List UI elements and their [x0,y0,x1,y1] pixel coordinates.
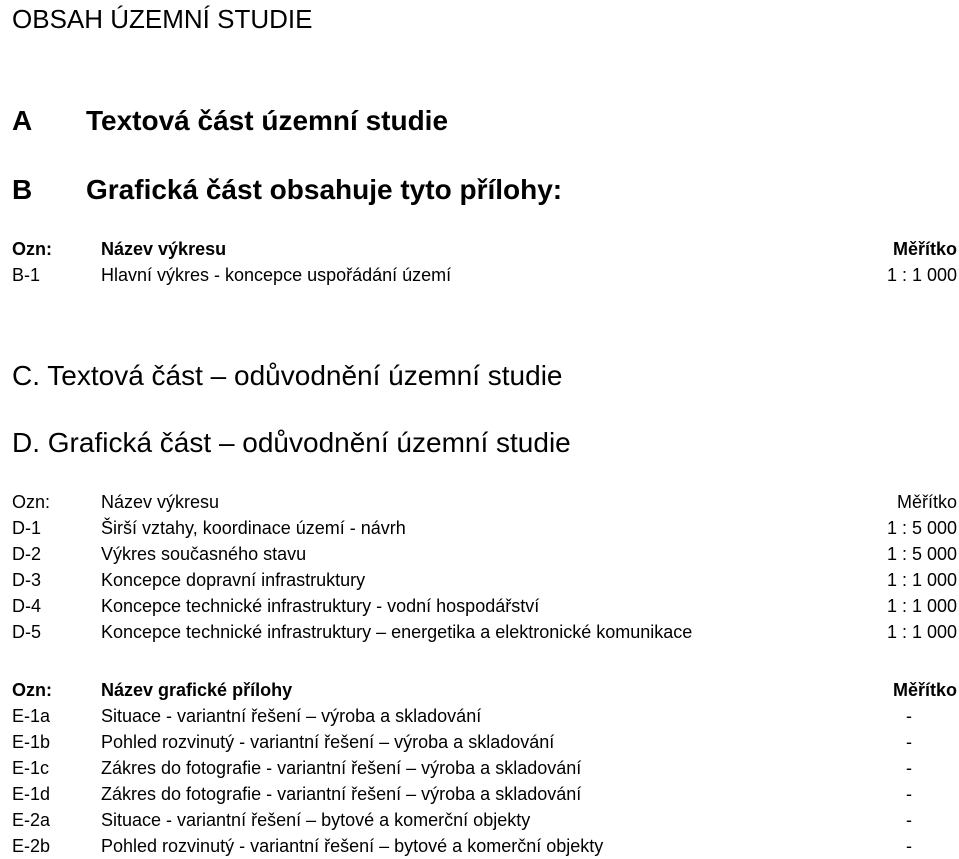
row-scale: - [906,810,912,830]
table-row [12,262,957,288]
section-d-heading: D. Grafická část – odůvodnění územní studie [12,427,571,458]
row-scale: 1 : 1 000 [886,265,957,285]
header-name: Název výkresu [101,239,227,259]
row-name: Výkres současného stavu [101,544,307,564]
row-scale: 1 : 1 000 [886,596,957,616]
row-scale: - [906,784,912,804]
table-d [12,489,957,645]
header-name: Název výkresu [101,492,220,512]
row-code: E-2b [12,836,51,856]
row-scale: 1 : 1 000 [886,622,957,642]
section-a-title: Textová část územní studie [86,105,449,136]
row-name: Koncepce technické infrastruktury - vodní hospodářství [101,596,540,616]
table-row [12,567,957,593]
table-row [12,515,957,541]
section-b-letter: B [12,174,33,205]
header-scale: Měřítko [896,492,957,512]
row-scale: - [906,706,912,726]
row-name: Pohled rozvinutý - variantní řešení – výroba a skladování [101,732,555,752]
row-name: Koncepce technické infrastruktury – energetika a elektronické komunikace [101,622,693,642]
row-scale: 1 : 5 000 [886,544,957,564]
table-e [12,677,957,859]
section-a-letter: A [12,105,33,136]
row-scale: 1 : 5 000 [886,518,957,538]
table-row [12,781,957,807]
row-name: Hlavní výkres - koncepce uspořádání území [101,265,452,285]
row-code: E-1b [12,732,51,752]
row-name: Zákres do fotografie - variantní řešení – výroba a skladování [101,784,582,804]
row-code: E-2a [12,810,51,830]
table-row [12,833,957,859]
table-b [12,236,957,288]
row-scale: - [906,732,912,752]
table-row [12,619,957,645]
row-name: Situace - variantní řešení – výroba a skladování [101,706,482,726]
header-code: Ozn: [12,239,52,259]
header-code: Ozn: [12,492,51,512]
table-row [12,807,957,833]
row-code: D-4 [12,596,42,616]
row-scale: - [906,836,912,856]
row-name: Pohled rozvinutý - variantní řešení – bytové a komerční objekty [101,836,604,856]
table-d-header [12,489,957,515]
table-row [12,593,957,619]
header-scale: Měřítko [892,239,957,259]
row-code: E-1c [12,758,50,778]
table-row [12,729,957,755]
row-code: D-3 [12,570,42,590]
header-code: Ozn: [12,680,52,700]
row-name: Situace - variantní řešení – bytové a komerční objekty [101,810,531,830]
table-row [12,755,957,781]
table-b-header [12,236,957,262]
row-code: E-1a [12,706,51,726]
table-e-header [12,677,957,703]
section-b-title: Grafická část obsahuje tyto přílohy: [86,174,563,205]
page-title: OBSAH ÚZEMNÍ STUDIE [12,4,313,34]
row-code: D-1 [12,518,42,538]
table-row [12,703,957,729]
section-c-heading: C. Textová část – odůvodnění územní studie [12,360,563,391]
row-code: D-2 [12,544,42,564]
row-name: Širší vztahy, koordinace území - návrh [101,518,406,538]
row-scale: 1 : 1 000 [886,570,957,590]
row-name: Koncepce dopravní infrastruktury [101,570,366,590]
row-scale: - [906,758,912,778]
row-name: Zákres do fotografie - variantní řešení – výroba a skladování [101,758,582,778]
header-scale: Měřítko [892,680,957,700]
row-code: B-1 [12,265,41,285]
row-code: E-1d [12,784,51,804]
row-code: D-5 [12,622,42,642]
header-name: Název grafické přílohy [101,680,293,700]
table-row [12,541,957,567]
